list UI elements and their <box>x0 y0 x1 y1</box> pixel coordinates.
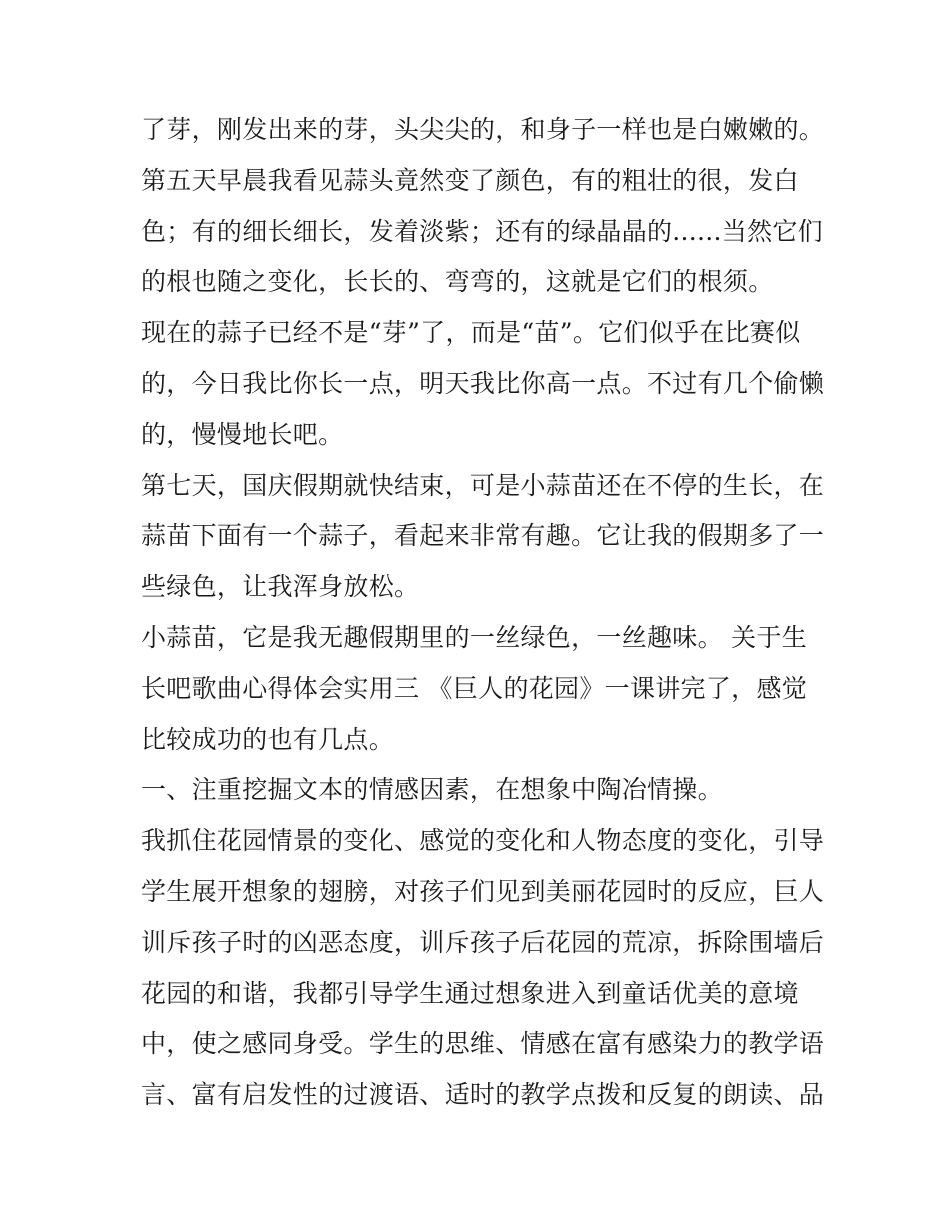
text-line: 比较成功的也有几点。 <box>141 724 395 754</box>
text-line: 的，慢慢地长吧。 <box>141 419 344 449</box>
text-line: 的，今日我比你长一点，明天我比你高一点。不过有几个偷懒 <box>141 368 825 398</box>
text-line: 一、注重挖掘文本的情感因素，在想象中陶冶情操。 <box>141 775 723 805</box>
document-body <box>141 105 825 1121</box>
text-line: 言、富有启发性的过渡语、适时的教学点拨和反复的朗读、品 <box>141 1080 825 1110</box>
text-line: 些绿色，让我浑身放松。 <box>141 572 420 602</box>
text-line: 长吧歌曲心得体会实用三 《巨人的花园》一课讲完了，感觉 <box>141 673 808 703</box>
text-line: 花园的和谐，我都引导学生通过想象进入到童话优美的意境 <box>141 978 799 1008</box>
text-line: 中，使之感同身受。学生的思维、情感在富有感染力的教学语 <box>141 1029 825 1059</box>
text-line: 了芽，刚发出来的芽，头尖尖的，和身子一样也是白嫩嫩的。 <box>141 115 825 144</box>
text-line: 的根也随之变化，长长的、弯弯的，这就是它们的根须。 <box>141 267 774 297</box>
text-line: 小蒜苗，它是我无趣假期里的一丝绿色，一丝趣味。 关于生 <box>141 622 808 652</box>
text-line: 第五天早晨我看见蒜头竟然变了颜色，有的粗壮的很，发白 <box>141 165 799 195</box>
text-line: 训斥孩子时的凶恶态度，训斥孩子后花园的荒凉，拆除围墙后 <box>141 927 825 957</box>
text-line: 蒜苗下面有一个蒜子，看起来非常有趣。它让我的假期多了一 <box>141 521 825 551</box>
text-line: 第七天，国庆假期就快结束，可是小蒜苗还在不停的生长，在 <box>141 470 825 500</box>
text-line: 我抓住花园情景的变化、感觉的变化和人物态度的变化，引导 <box>141 826 825 856</box>
text-line: 学生展开想象的翅膀，对孩子们见到美丽花园时的反应，巨人 <box>141 876 825 906</box>
text-line: 色；有的细长细长，发着淡紫；还有的绿晶晶的......当然它们 <box>141 216 823 246</box>
text-line: 现在的蒜子已经不是“芽”了，而是“苗”。它们似乎在比赛似 <box>141 318 801 348</box>
